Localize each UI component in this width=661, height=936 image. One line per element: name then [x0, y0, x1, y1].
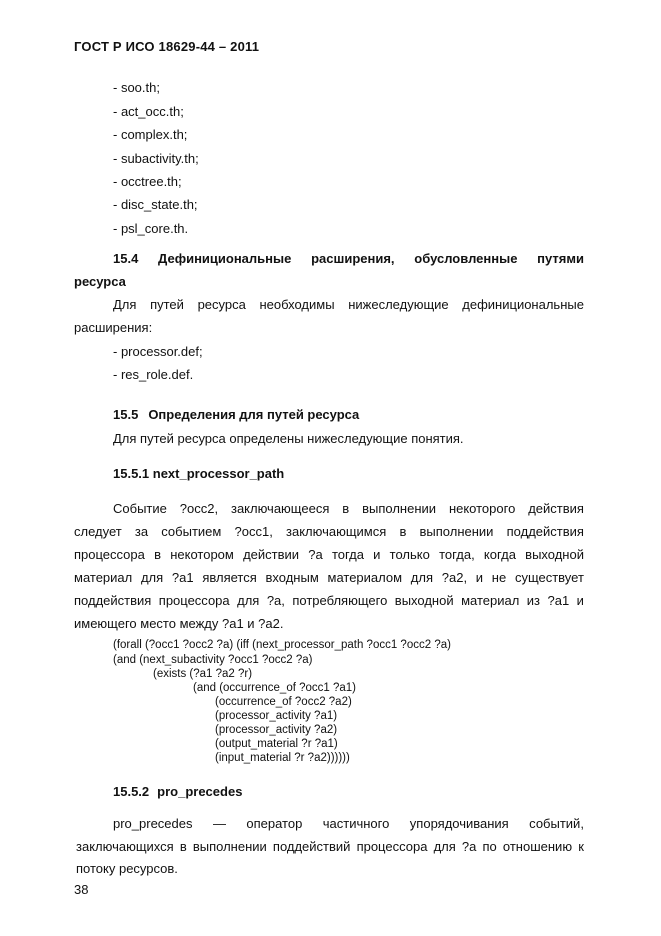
paragraph-line: процессора в некотором действии ?a тогда и только тогда, когда выходной — [74, 547, 584, 562]
code-line: (processor_activity ?a2) — [215, 724, 338, 736]
list-item: - occtree.th; — [113, 174, 182, 189]
paragraph-line: Для путей ресурса определены нижеследующие понятия. — [113, 431, 464, 446]
section-15-4-heading-cont: ресурса — [74, 274, 126, 289]
paragraph-line: поддействия процессора для ?a, потребляющего выходной материал из ?a1 и — [74, 593, 584, 608]
code-line: (forall (?occ1 ?occ2 ?a) (iff (next_processor_path ?occ1 ?occ2 ?a) — [113, 639, 451, 651]
paragraph-line: Событие ?occ2, заключающееся в выполнении некоторого действия — [113, 501, 584, 516]
paragraph-line: Для путей ресурса необходимы нижеследующие дефинициональные — [113, 297, 584, 312]
list-item: - res_role.def. — [113, 367, 194, 382]
list-item: - disc_state.th; — [113, 197, 198, 212]
code-line: (exists (?a1 ?a2 ?r) — [153, 668, 253, 680]
code-line: (processor_activity ?a1) — [215, 710, 338, 722]
paragraph-line: заключающихся в выполнении поддействий процессора для ?a по отношению к — [76, 839, 584, 854]
section-number: 15.5.2 — [113, 784, 150, 799]
code-line: (and (occurrence_of ?occ1 ?a1) — [193, 682, 357, 694]
section-15-5-1-heading: 15.5.1 next_processor_path — [113, 466, 285, 481]
page-number: 38 — [74, 882, 89, 897]
code-line: (and (next_subactivity ?occ1 ?occ2 ?a) — [113, 654, 313, 666]
code-line: (occurrence_of ?occ2 ?a2) — [215, 696, 352, 708]
code-line: (output_material ?r ?a1) — [215, 738, 338, 750]
document-header: ГОСТ Р ИСО 18629-44 – 2011 — [74, 39, 260, 54]
section-15-5-2-heading — [113, 784, 242, 799]
section-15-4-heading: 15.4 Дефинициональные расширения, обусловленные путями — [113, 251, 584, 266]
section-number: 15.5 — [113, 407, 139, 422]
list-item: - subactivity.th; — [113, 151, 199, 166]
paragraph-line: расширения: — [74, 320, 153, 335]
paragraph-line: потоку ресурсов. — [76, 861, 178, 876]
list-item: - soo.th; — [113, 80, 160, 95]
section-title: pro_precedes — [157, 784, 243, 799]
paragraph-line: pro_precedes — оператор частичного упорядочивания событий, — [113, 816, 584, 831]
paragraph-line: следует за событием ?occ1, заключающимся в выполнении поддействия — [74, 524, 584, 539]
section-number: 15.4 — [113, 251, 139, 266]
list-item: - act_occ.th; — [113, 104, 184, 119]
section-title: Определения для путей ресурса — [148, 407, 360, 422]
code-line: (input_material ?r ?a2)))))) — [215, 752, 350, 764]
paragraph-line: материал для ?a1 является входным материалом для ?a2, и не существует — [74, 570, 584, 585]
paragraph-line: имеющего место между ?a1 и ?a2. — [74, 616, 284, 631]
section-15-5-heading — [113, 407, 359, 422]
list-item: - complex.th; — [113, 127, 188, 142]
list-item: - processor.def; — [113, 344, 203, 359]
list-item: - psl_core.th. — [113, 221, 189, 236]
